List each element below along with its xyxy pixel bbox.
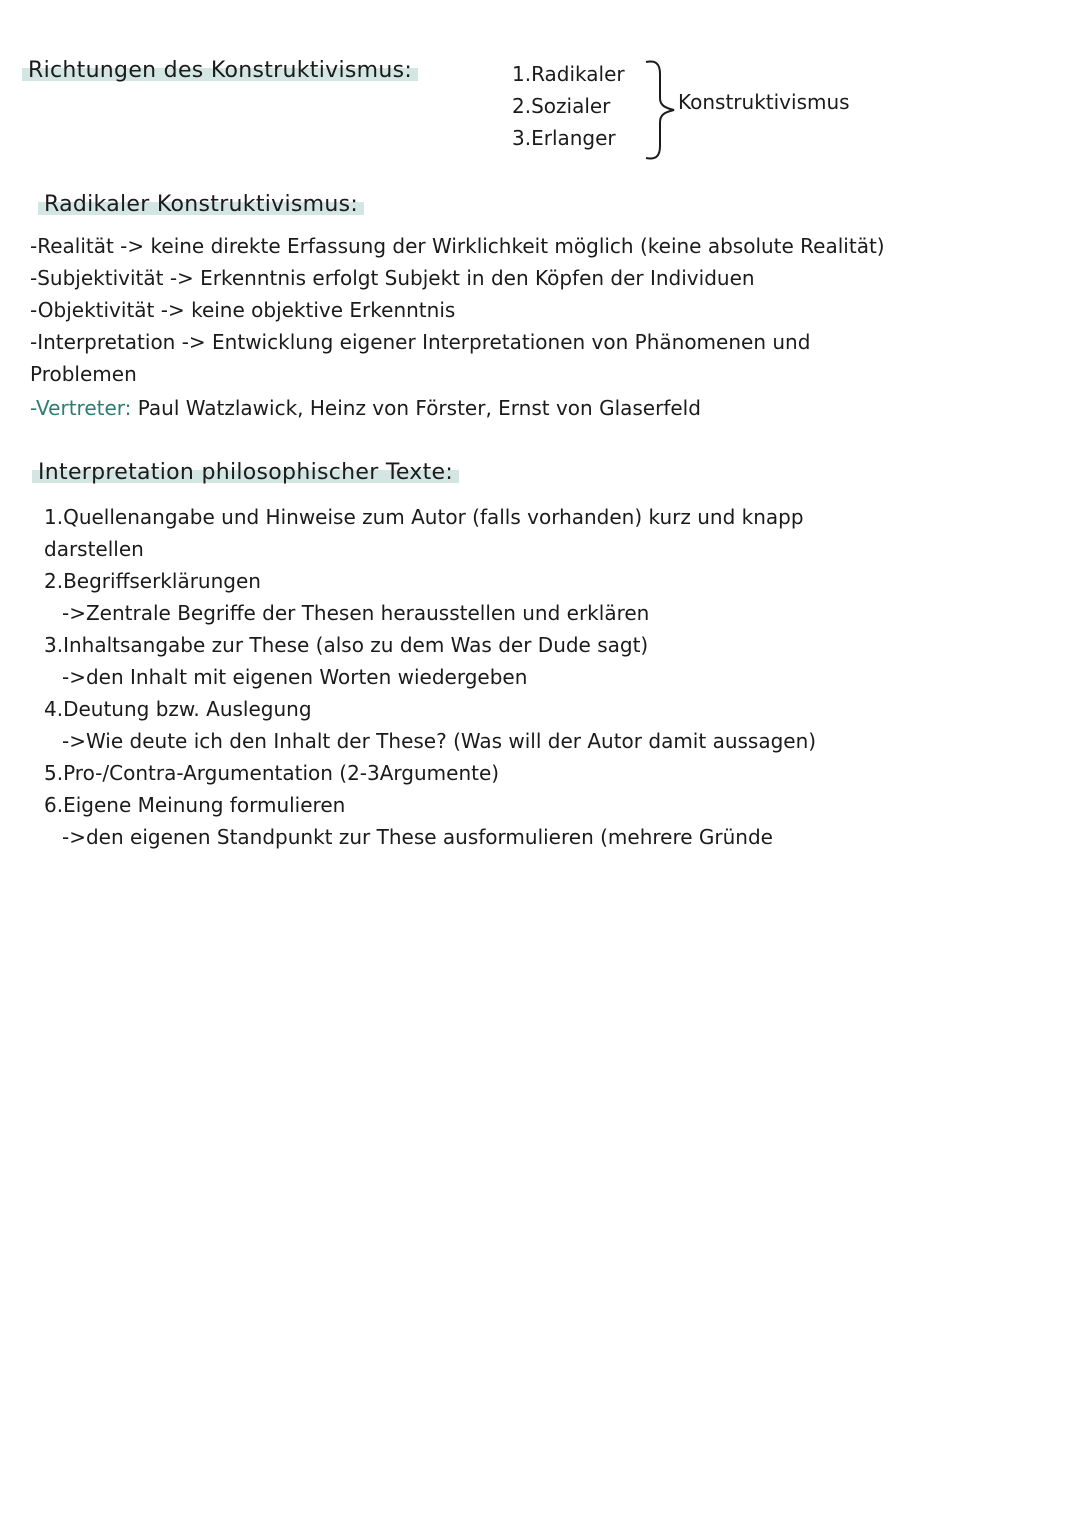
list-item: 3.Inhaltsangabe zur These (also zu dem Was der Dude sagt): [44, 633, 649, 657]
list-item: -Realität -> keine direkte Erfassung der Wirklichkeit möglich (keine absolute Realität): [30, 234, 885, 258]
list-item: darstellen: [44, 537, 144, 561]
list-item: Problemen: [30, 362, 137, 386]
section-title-richtungen: [22, 58, 418, 83]
section-title-interpretation: [32, 460, 459, 485]
list-item: ->den eigenen Standpunkt zur These ausformulieren (mehrere Gründe: [62, 825, 773, 849]
curly-brace-icon: [640, 58, 680, 164]
list-item: -Subjektivität -> Erkenntnis erfolgt Subjekt in den Köpfen der Individuen: [30, 266, 755, 290]
list-item-radikaler: 1.Radikaler: [512, 62, 625, 86]
list-item-sozialer: 2.Sozialer: [512, 94, 611, 118]
list-item: ->Wie deute ich den Inhalt der These? (Was will der Autor damit aussagen): [62, 729, 817, 753]
section-title-text: Interpretation philosophischer Texte:: [32, 460, 459, 485]
list-item: 1.Quellenangabe und Hinweise zum Autor (falls vorhanden) kurz und knapp: [44, 505, 804, 529]
list-item: ->Zentrale Begriffe der Thesen herausstellen und erklären: [62, 601, 650, 625]
list-item: -Objektivität -> keine objektive Erkenntnis: [30, 298, 456, 322]
vertreter-label: -Vertreter:: [30, 396, 132, 420]
list-item: -Interpretation -> Entwicklung eigener Interpretationen von Phänomenen und: [30, 330, 811, 354]
list-item-erlanger: 3.Erlanger: [512, 126, 616, 150]
list-item: 6.Eigene Meinung formulieren: [44, 793, 346, 817]
vertreter-text: Paul Watzlawick, Heinz von Förster, Ernst von Glaserfeld: [137, 396, 701, 420]
section-title-text: Richtungen des Konstruktivismus:: [22, 58, 418, 83]
list-item: ->den Inhalt mit eigenen Worten wiedergeben: [62, 665, 528, 689]
list-item: 2.Begriffserklärungen: [44, 569, 261, 593]
section-title-radikaler: [38, 192, 364, 217]
section-title-text: Radikaler Konstruktivismus:: [38, 192, 364, 217]
brace-label: Konstruktivismus: [678, 90, 850, 114]
list-item: 5.Pro-/Contra-Argumentation (2-3Argumente): [44, 761, 500, 785]
list-item-vertreter: [30, 396, 701, 420]
list-item: 4.Deutung bzw. Auslegung: [44, 697, 312, 721]
